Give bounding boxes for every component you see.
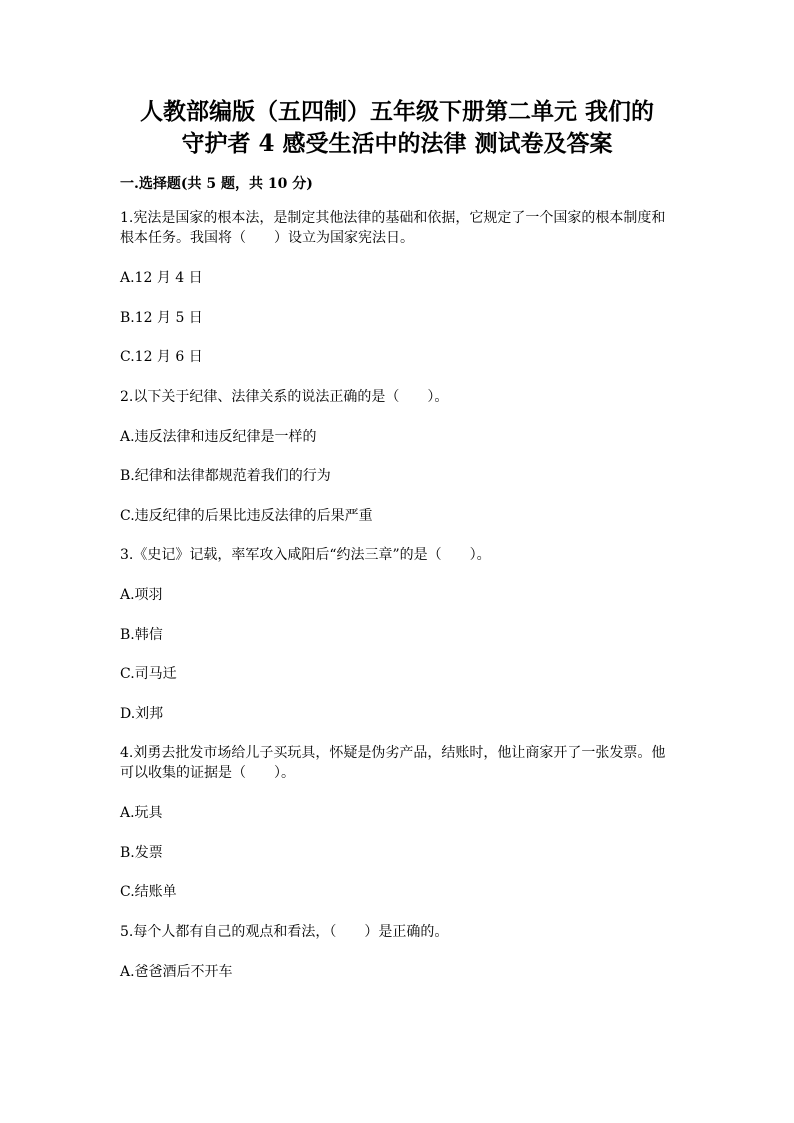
option-c: C.司马迁 xyxy=(120,666,177,682)
option-a: A.12 月 4 日 xyxy=(120,270,203,286)
title-line-1: 人教部编版（五四制）五年级下册第二单元 我们的 xyxy=(139,98,654,125)
document-title xyxy=(120,96,674,160)
question-5 xyxy=(120,922,674,982)
question-3 xyxy=(120,545,674,724)
option-d: D.刘邦 xyxy=(120,705,164,722)
section-heading: 一.选择题(共 5 题，共 10 分) xyxy=(120,176,313,192)
option-b: B.韩信 xyxy=(120,626,163,643)
option-a: A.项羽 xyxy=(120,587,163,603)
option-c: C.结账单 xyxy=(120,884,177,900)
option-c: C.违反纪律的后果比违反法律的后果严重 xyxy=(120,507,373,524)
question-stem: 1.宪法是国家的根本法，是制定其他法律的基础和依据，它规定了一个国家的根本制度和根本任务。我国将（ ）设立为国家宪法日。 xyxy=(120,210,666,246)
question-stem: 2.以下关于纪律、法律关系的说法正确的是（ ）。 xyxy=(120,388,449,405)
option-a: A.爸爸酒后不开车 xyxy=(120,963,233,980)
title-line-2: 守护者 4 感受生活中的法律 测试卷及答案 xyxy=(181,130,613,157)
option-a: A.违反法律和违反纪律是一样的 xyxy=(120,428,317,445)
option-b: B.12 月 5 日 xyxy=(120,309,203,326)
question-stem: 4.刘勇去批发市场给儿子买玩具，怀疑是伪劣产品，结账时，他让商家开了一张发票。他可以收集的证据是（ ）。 xyxy=(120,745,666,781)
option-b: B.发票 xyxy=(120,844,163,861)
question-4 xyxy=(120,743,674,902)
option-a: A.玩具 xyxy=(120,805,163,821)
option-b: B.纪律和法律都规范着我们的行为 xyxy=(120,468,331,484)
option-c: C.12 月 6 日 xyxy=(120,349,203,365)
question-stem: 3.《史记》记载，率军攻入咸阳后“约法三章”的是（ ）。 xyxy=(120,547,491,563)
question-2 xyxy=(120,387,674,526)
question-stem: 5.每个人都有自己的观点和看法，（ ）是正确的。 xyxy=(120,923,449,940)
question-1 xyxy=(120,208,674,367)
